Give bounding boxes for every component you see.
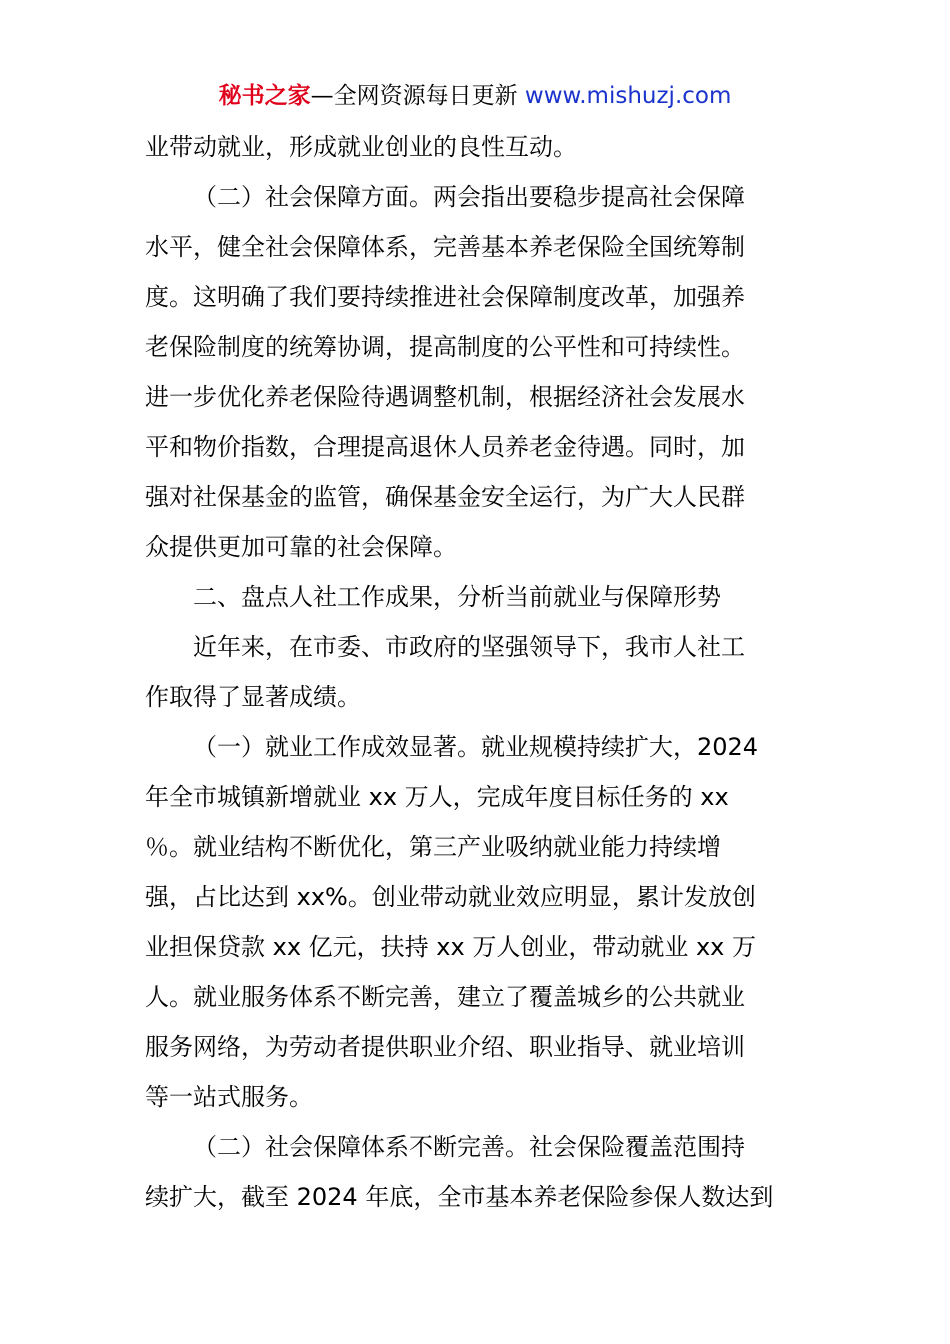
text-line: 进一步优化养老保险待遇调整机制，根据经济社会发展水 [145, 383, 745, 411]
brand-name: 秘书之家 [218, 83, 311, 109]
text-line: 作取得了显著成绩。 [145, 683, 361, 711]
text-line: 度。这明确了我们要持续推进社会保障制度改革，加强养 [145, 283, 745, 311]
text-line: 年全市城镇新增就业 xx 万人，完成年度目标任务的 xx [145, 783, 729, 811]
site-header [0, 80, 950, 112]
header-tagline: —全网资源每日更新 [310, 83, 525, 109]
text-line: 人。就业服务体系不断完善，建立了覆盖城乡的公共就业 [145, 983, 745, 1011]
text-line: 平和物价指数，合理提高退休人员养老金待遇。同时，加 [145, 433, 745, 461]
text-line: 强对社保基金的监管，确保基金安全运行，为广大人民群 [145, 483, 745, 511]
text-line: （二）社会保障体系不断完善。社会保险覆盖范围持 [193, 1133, 745, 1161]
text-line: 二、盘点人社工作成果，分析当前就业与保障形势 [193, 583, 721, 611]
text-line: 水平，健全社会保障体系，完善基本养老保险全国统筹制 [145, 233, 745, 261]
text-line: 服务网络，为劳动者提供职业介绍、职业指导、就业培训 [145, 1033, 745, 1061]
text-line: 强，占比达到 xx%。创业带动就业效应明显，累计发放创 [145, 883, 756, 911]
text-line: 续扩大，截至 2024 年底，全市基本养老保险参保人数达到 [145, 1183, 774, 1211]
text-line: （二）社会保障方面。两会指出要稳步提高社会保障 [193, 183, 745, 211]
text-line: ％。就业结构不断优化，第三产业吸纳就业能力持续增 [145, 833, 721, 861]
text-line: 近年来，在市委、市政府的坚强领导下，我市人社工 [193, 633, 745, 661]
text-line: 老保险制度的统筹协调，提高制度的公平性和可持续性。 [145, 333, 745, 361]
text-line: 等一站式服务。 [145, 1083, 313, 1111]
text-line: （一）就业工作成效显著。就业规模持续扩大，2024 [193, 733, 759, 761]
text-line: 业担保贷款 xx 亿元，扶持 xx 万人创业，带动就业 xx 万 [145, 933, 756, 961]
text-line: 业带动就业，形成就业创业的良性互动。 [145, 133, 577, 161]
text-line: 众提供更加可靠的社会保障。 [145, 533, 457, 561]
document-body [145, 122, 810, 1222]
site-url-link[interactable]: www.mishuzj.com [524, 83, 732, 109]
